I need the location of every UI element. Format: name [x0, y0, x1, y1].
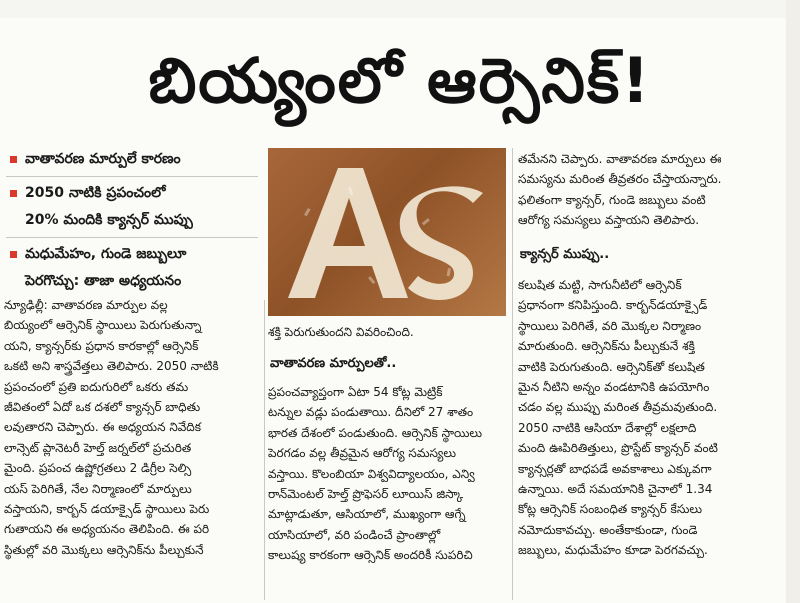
text-line: కలుషిత మట్టి, సాగునీటిలో ఆర్సెనిక్: [518, 278, 682, 292]
text-line: సమస్యను మరింత తీవ్రతరం చేస్తాయన్నారు.: [518, 172, 722, 187]
bullet-dot-icon: [10, 156, 17, 163]
divider: [6, 176, 258, 177]
article-column-2: [268, 322, 504, 342]
text-line: తమేనని చెప్పారు. వాతావరణ మార్పులు ఈ: [518, 152, 722, 166]
text-line: లాన్సెట్ ప్లానెటరీ హెల్త్ జర్నల్‌లో ప్రచురిత: [4, 440, 192, 455]
text-line: ఉన్నాయి. అదే సమయానికి చైనాలో 1.34: [518, 482, 713, 497]
page-edge: [786, 0, 800, 603]
divider: [6, 237, 258, 238]
text-line: యని, క్యాన్సర్‌కు ప్రధాన కారకాల్లో ఆర్సెనిక్: [4, 338, 199, 353]
text-line: జీవితంలో ఏదో ఒక దశలో క్యాన్సర్ బాధితు: [4, 400, 201, 415]
text-line: నమోదుకావచ్చు. అంతేకాకుండా, గుండె: [518, 522, 698, 537]
bullet-2: [6, 180, 258, 234]
text-line: రాన్‌మెంటల్ హెల్త్ ప్రొఫెసర్ లూయిస్ జిస్కా: [268, 487, 464, 502]
bullet-2-line-2: 20% మందికి క్యాన్సర్ ముప్పు: [25, 212, 193, 228]
text-line: బియ్యంలో ఆర్సెనిక్ స్థాయిలు పెరుగుతున్నా: [4, 318, 202, 333]
article-column-3-body: [518, 275, 786, 561]
text-line: స్థాయిలు పెరిగితే, వరి మొక్కల నిర్మాణం: [518, 318, 702, 333]
text-line: మైన నీటిని అన్నం వండటానికి ఉపయోగిం: [518, 380, 710, 395]
text-line: 2050 నాటికి ఆసియా దేశాల్లో లక్షలాది: [518, 420, 697, 435]
text-line: భారత దేశంలో పండుతుంది. ఆర్సెనిక్ స్థాయిలు: [268, 425, 483, 440]
text-line: మాట్లాడుతూ, ఆసియాలో, ముఖ్యంగా ఆగ్నే: [268, 507, 466, 522]
top-strip: [0, 0, 800, 18]
text-line: న్యూఢిల్లీ: వాతావరణ మార్పుల వల్ల: [4, 298, 168, 312]
text-line: ప్రధానంగా కనిపిస్తుంది. కార్బన్‌డయాక్సైడ్: [518, 298, 708, 313]
text-line: కోట్ల ఆర్సెనిక్ సంబంధిత క్యాన్సర్ కేసులు: [518, 502, 703, 517]
text-line: టన్నుల వడ్లు పండుతాయి. దీనిలో 27 శాతం: [268, 405, 474, 420]
text-line: పెరగడం వల్ల తీవ్రమైన ఆరోగ్య సమస్యలు: [268, 446, 456, 461]
article-column-3-top: [518, 149, 786, 231]
text-line: శక్తి పెరుగుతుందని వివరించింది.: [268, 325, 414, 339]
text-line: ప్రపంచంలో ప్రతి ఐదుగురిలో ఒకరు తమ: [4, 379, 189, 394]
article-column-1: [4, 295, 262, 560]
headline: బియ్యంలో ఆర్సెనిక్!: [148, 44, 652, 117]
text-line: మంది ఊపిరితిత్తులు, ప్రొస్టేట్ క్యాన్సర్ వంటి: [518, 441, 718, 456]
text-line: జబ్బులు, మధుమేహం కూడా పెరగవచ్చు.: [518, 543, 708, 558]
rice-as-photo: [268, 148, 506, 316]
text-line: స్థితుల్లో వరి మొక్కలు ఆర్సెనిక్‌ను పీల్చుకునే: [4, 542, 204, 557]
text-line: మారుతుంది. ఆర్సెనిక్‌ను పీల్చుకునే శక్తి: [518, 339, 695, 354]
text-line: ఒకటి అని శాస్త్రవేత్తలు తెలిపారు. 2050 నాటికి: [4, 359, 219, 374]
text-line: కాలుష్య కారకంగా ఆర్సెనిక్ అందరికీ సుపరిచి: [268, 548, 473, 563]
bullet-3: [6, 241, 258, 295]
text-line: గుతాయని ఈ అధ్యయనం తెలిపింది. ఈ పరి: [4, 522, 210, 537]
subheading-cancer: క్యాన్సర్ ముప్పు..: [520, 247, 610, 262]
text-line: లవుతారని చెప్పారు. ఈ అధ్యయన నివేదిక: [4, 420, 202, 435]
text-line: వస్తాయని, కార్బన్ డయాక్సైడ్ స్థాయిలు పెరు: [4, 502, 210, 517]
bullet-3-line-2: పెరగొచ్చు: తాజా అధ్యయనం: [25, 273, 182, 289]
column-divider: [264, 300, 265, 600]
bullet-dot-icon: [10, 190, 17, 197]
column-divider: [512, 148, 513, 600]
text-line: వాటికి పెరుగుతుంది. ఆర్సెనిక్‌తో కలుషిత: [518, 359, 705, 374]
text-line: ఆరోగ్య సమస్యలు వస్తాయని తెలిపారు.: [518, 213, 700, 228]
bullet-list: [6, 146, 258, 295]
text-line: క్యాన్సర్లతో బాధపడే అవకాశాలు ఎక్కువగా: [518, 461, 712, 476]
bullet-1: [6, 146, 258, 173]
text-line: చడం వల్ల ముప్పు మరింత తీవ్రమవుతుంది.: [518, 400, 718, 415]
bullet-3-line-1: మధుమేహం, గుండె జబ్బులూ: [25, 246, 187, 262]
bullet-2-line-1: 2050 నాటికి ప్రపంచంలో: [25, 185, 166, 201]
text-line: ఫలితంగా క్యాన్సర్, గుండె జబ్బులు వంటి: [518, 192, 706, 207]
text-line: ప్రపంచవ్యాప్తంగా ఏటా 54 కోట్ల మెట్రిక్: [268, 385, 443, 399]
bullet-dot-icon: [10, 251, 17, 258]
article-column-2-body: [268, 382, 504, 566]
rice-letters-icon: [268, 148, 506, 316]
text-line: వస్తాయి. కొలంబియా విశ్వవిద్యాలయం, ఎన్వి: [268, 466, 475, 481]
text-line: యాసియాలో, వరి పండించే ప్రాంతాల్లో: [268, 527, 441, 542]
subheading-climate: వాతావరణ మార్పులతో..: [270, 356, 397, 371]
text-line: మైంది. ప్రపంచ ఉష్ణోగ్రతలు 2 డిగ్రీల సెల్సి: [4, 461, 192, 476]
bullet-1-line-1: వాతావరణ మార్పులే కారణం: [25, 151, 181, 167]
text-line: యస్ పెరిగితే, నేల నిర్మాణంలో మార్పులు: [4, 481, 192, 496]
